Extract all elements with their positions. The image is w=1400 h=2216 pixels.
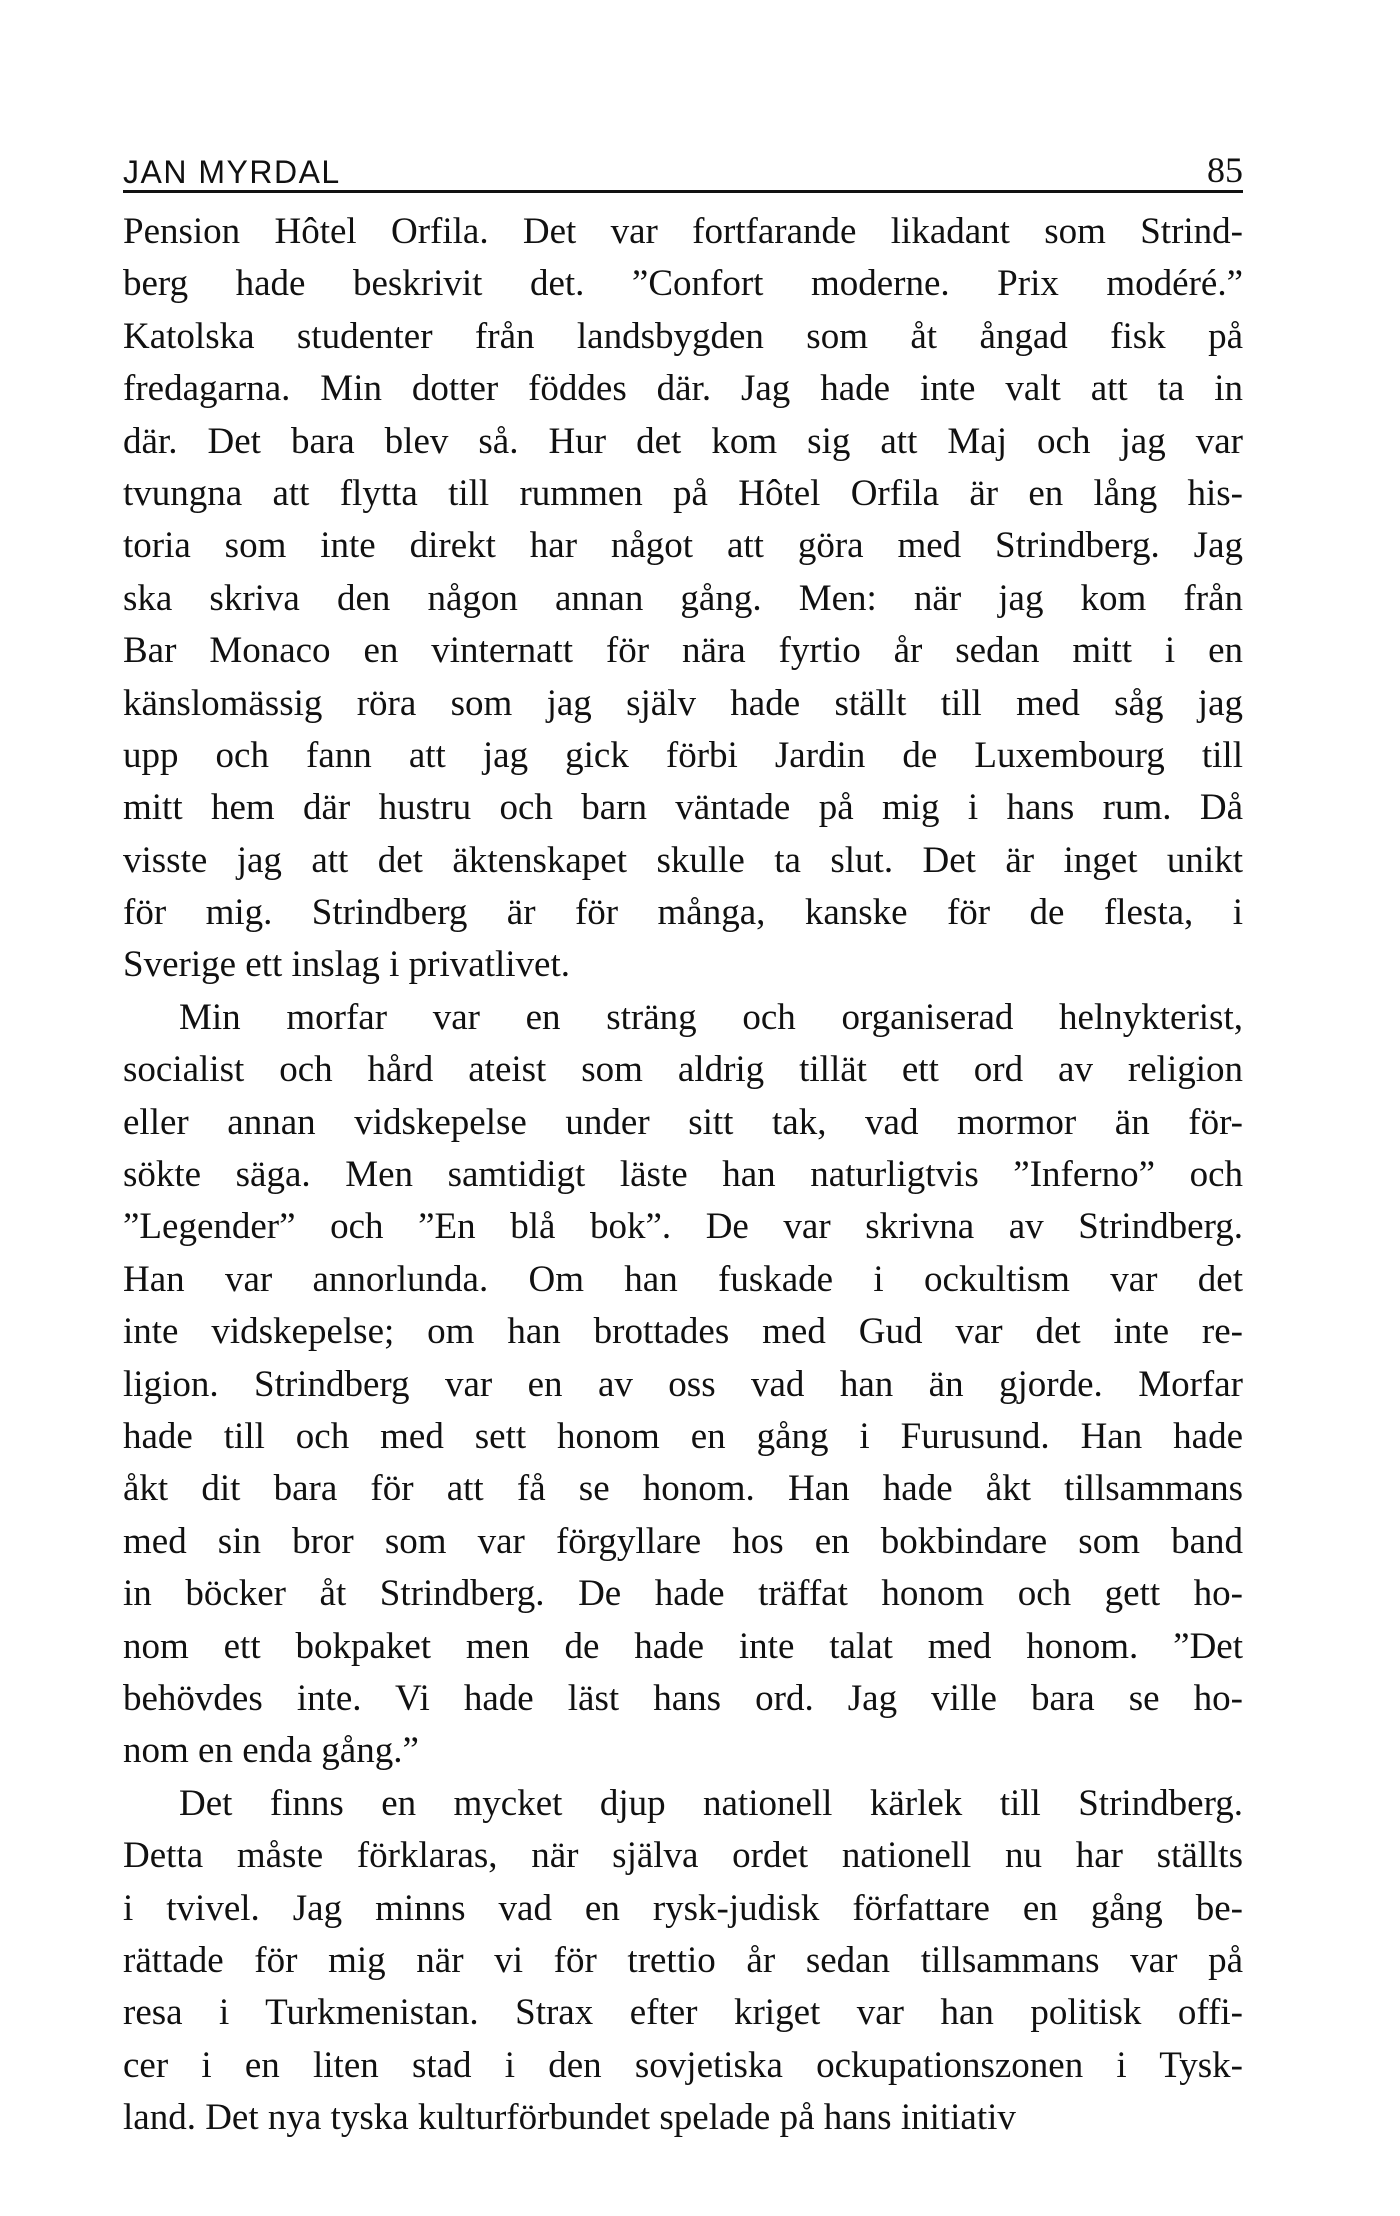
text-line: Detta måste förklaras, när själva ordet nationell nu har ställts — [123, 1835, 1243, 1877]
text-line: tvungna att flytta till rummen på Hôtel Orfila är en lång his- — [123, 472, 1243, 514]
text-line: land. Det nya tyska kulturförbundet spelade på hans initiativ — [123, 2097, 1016, 2139]
text-line: Katolska studenter från landsbygden som åt ångad fisk på — [123, 315, 1243, 357]
text-line: nom ett bokpaket men de hade inte talat med honom. ”Det — [123, 1625, 1243, 1667]
text-line: berg hade beskrivit det. ”Confort moderne. Prix modéré.” — [123, 263, 1243, 305]
text-line: resa i Turkmenistan. Strax efter kriget var han politisk offi- — [123, 1992, 1243, 2034]
text-line: Det finns en mycket djup nationell kärlek till Strindberg. — [179, 1782, 1243, 1824]
text-line: Min morfar var en sträng och organiserad helnykterist, — [179, 996, 1243, 1038]
text-line: Sverige ett inslag i privatlivet. — [123, 944, 570, 986]
header-rule — [123, 190, 1243, 193]
text-line: nom en enda gång.” — [123, 1730, 419, 1772]
text-line: för mig. Strindberg är för många, kanske för de flesta, i — [123, 892, 1243, 934]
text-line: upp och fann att jag gick förbi Jardin de Luxembourg till — [123, 734, 1243, 776]
text-line: där. Det bara blev så. Hur det kom sig att Maj och jag var — [123, 420, 1243, 462]
text-line: ”Legender” och ”En blå bok”. De var skrivna av Strindberg. — [123, 1206, 1243, 1248]
text-line: inte vidskepelse; om han brottades med Gud var det inte re- — [123, 1311, 1243, 1353]
text-line: sökte säga. Men samtidigt läste han naturligtvis ”Inferno” och — [123, 1154, 1243, 1196]
text-line: in böcker åt Strindberg. De hade träffat honom och gett ho- — [123, 1573, 1243, 1615]
text-line: fredagarna. Min dotter föddes där. Jag hade inte valt att ta in — [123, 368, 1243, 410]
text-line: eller annan vidskepelse under sitt tak, vad mormor än för- — [123, 1101, 1243, 1143]
text-line: med sin bror som var förgyllare hos en bokbindare som band — [123, 1520, 1243, 1562]
text-line: behövdes inte. Vi hade läst hans ord. Jag ville bara se ho- — [123, 1677, 1243, 1719]
paragraph — [123, 992, 1243, 1778]
text-line: mitt hem där hustru och barn väntade på mig i hans rum. Då — [123, 787, 1243, 829]
text-line: toria som inte direkt har något att göra med Strindberg. Jag — [123, 525, 1243, 567]
text-line: i tvivel. Jag minns vad en rysk-judisk författare en gång be- — [123, 1887, 1243, 1929]
text-line: visste jag att det äktenskapet skulle ta slut. Det är inget unikt — [123, 839, 1243, 881]
text-line: Bar Monaco en vinternatt för nära fyrtio år sedan mitt i en — [123, 630, 1243, 672]
text-line: Han var annorlunda. Om han fuskade i ockultism var det — [123, 1258, 1243, 1300]
paragraph — [123, 1778, 1243, 2145]
running-head — [123, 132, 1243, 188]
text-line: ligion. Strindberg var en av oss vad han än gjorde. Morfar — [123, 1363, 1243, 1405]
text-line: rättade för mig när vi för trettio år sedan tillsammans var på — [123, 1939, 1243, 1981]
text-line: cer i en liten stad i den sovjetiska ockupationszonen i Tysk- — [123, 2044, 1243, 2086]
body-text — [123, 206, 1243, 2144]
text-line: Pension Hôtel Orfila. Det var fortfarande likadant som Strind- — [123, 211, 1243, 252]
text-line: ska skriva den någon annan gång. Men: när jag kom från — [123, 577, 1243, 619]
paragraph — [123, 206, 1243, 992]
text-line: känslomässig röra som jag själv hade ställt till med såg jag — [123, 682, 1243, 724]
text-line: hade till och med sett honom en gång i Furusund. Han hade — [123, 1415, 1243, 1457]
text-line: åkt dit bara för att få se honom. Han hade åkt tillsammans — [123, 1468, 1243, 1510]
page-number: 85 — [1207, 150, 1243, 190]
author-name: JAN MYRDAL — [123, 154, 341, 190]
text-line: socialist och hård ateist som aldrig tillät ett ord av religion — [123, 1049, 1243, 1091]
